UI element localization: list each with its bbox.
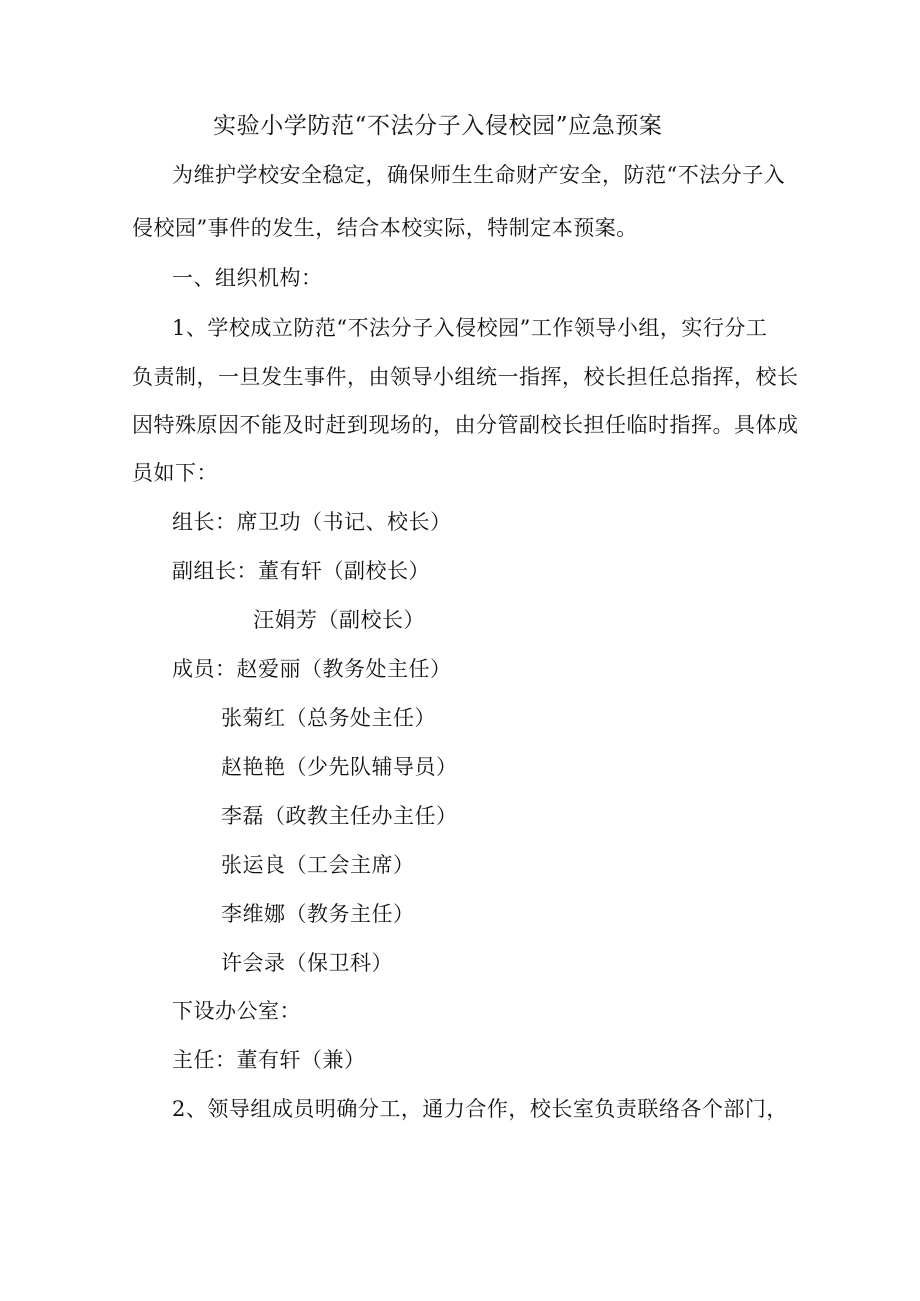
office-director: 主任：董有轩（兼） (172, 1048, 366, 1072)
member-item: 李维娜（教务主任） (221, 902, 415, 926)
item-1-line-1: 1、学校成立防范“不法分子入侵校园”工作领导小组，实行分工 (172, 316, 768, 340)
intro-paragraph-line-1: 为维护学校安全稳定，确保师生生命财产安全，防范“不法分子入 (172, 163, 786, 187)
member-first: 成员：赵爱丽（教务处主任） (172, 657, 452, 681)
member-item: 许会录（保卫科） (221, 951, 393, 975)
intro-paragraph-line-2: 侵校园”事件的发生，结合本校实际，特制定本预案。 (132, 216, 638, 240)
deputy-leader-2: 汪娟芳（副校长） (253, 608, 425, 632)
item-2-line-1: 2、领导组成员明确分工，通力合作，校长室负责联络各个部门， (172, 1097, 788, 1121)
member-item: 赵艳艳（少先队辅导员） (221, 755, 458, 779)
item-1-line-3: 因特殊原因不能及时赶到现场的，由分管副校长担任临时指挥。具体成 (132, 413, 799, 437)
office-heading: 下设办公室： (172, 999, 301, 1023)
item-1-line-4: 员如下： (132, 461, 218, 485)
member-item: 李磊（政教主任办主任） (221, 804, 458, 828)
section-heading-organization: 一、组织机构： (172, 266, 323, 290)
member-item: 张菊红（总务处主任） (221, 706, 436, 730)
document-title: 实验小学防范“不法分子入侵校园”应急预案 (213, 113, 663, 139)
group-leader: 组长：席卫功（书记、校长） (172, 510, 452, 534)
member-item: 张运良（工会主席） (221, 853, 415, 877)
deputy-leader-1: 副组长：董有轩（副校长） (172, 559, 430, 583)
item-1-line-2: 负责制，一旦发生事件，由领导小组统一指挥，校长担任总指挥，校长 (132, 365, 799, 389)
